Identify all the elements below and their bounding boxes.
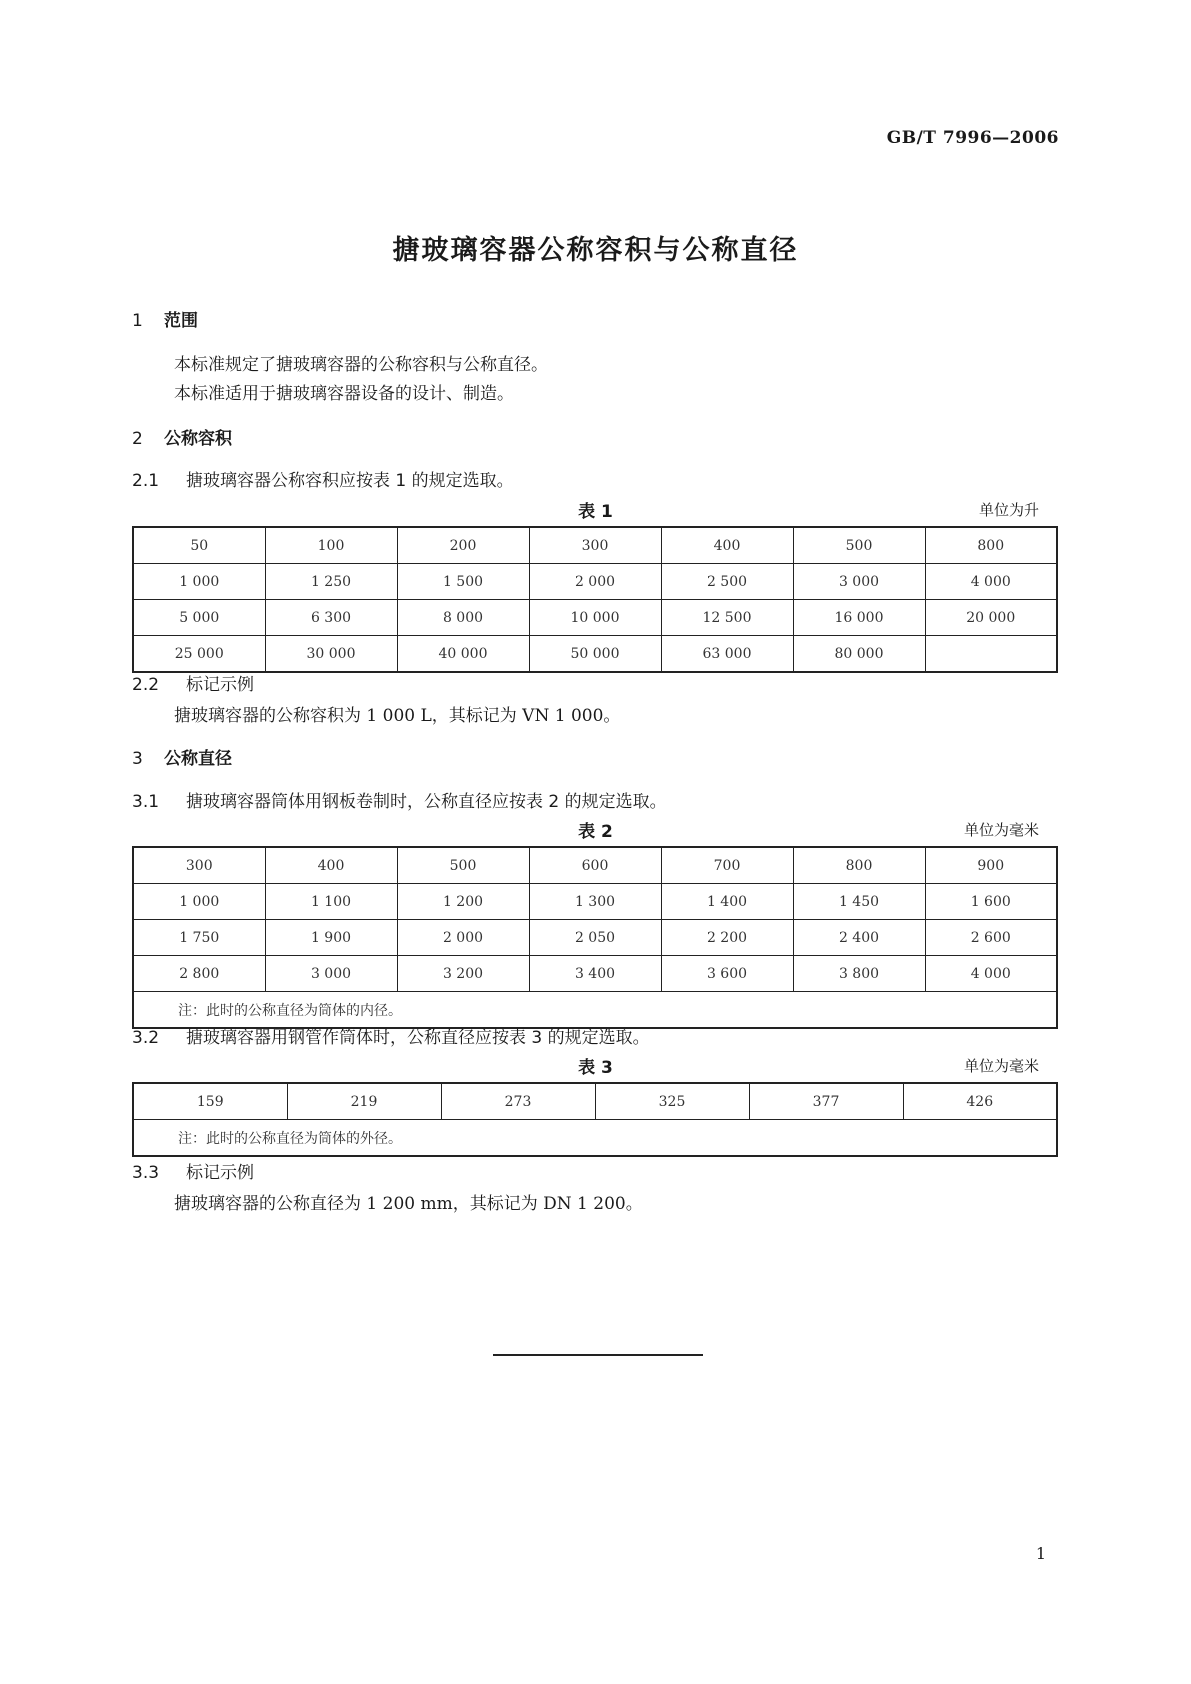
table-cell: 3 200 (397, 956, 529, 992)
section-number: 2 (132, 429, 143, 449)
table-cell: 12 500 (661, 600, 793, 636)
table-cell: 2 500 (661, 564, 793, 600)
table-cell: 50 (133, 527, 265, 564)
table-cell: 325 (595, 1083, 749, 1120)
table-row (133, 1083, 1057, 1120)
section-title: 公称直径 (164, 749, 232, 769)
table-2-unit: 单位为毫米 (963, 821, 1039, 839)
section-title: 范围 (164, 311, 198, 331)
table-cell: 900 (925, 847, 1057, 884)
volume-marking-example: 搪玻璃容器的公称容积为 1 000 L，其标记为 VN 1 000。 (174, 706, 621, 726)
table-row (133, 847, 1057, 884)
table-cell: 16 000 (793, 600, 925, 636)
table-cell: 2 200 (661, 920, 793, 956)
table-cell: 3 000 (265, 956, 397, 992)
end-rule (493, 1354, 703, 1356)
clause-3-1 (132, 787, 667, 812)
document-title: 搪玻璃容器公称容积与公称直径 (392, 235, 799, 266)
table-2 (132, 846, 1058, 1029)
table-cell: 1 100 (265, 884, 397, 920)
table-cell (925, 636, 1057, 673)
table-row (133, 920, 1057, 956)
table-cell: 400 (265, 847, 397, 884)
table-cell: 3 400 (529, 956, 661, 992)
clause-text: 搪玻璃容器用钢管作筒体时，公称直径应按表 3 的规定选取。 (186, 1028, 650, 1048)
section-number: 3 (132, 749, 143, 769)
standard-number: GB/T 7996—2006 (886, 128, 1059, 148)
table-cell: 25 000 (133, 636, 265, 673)
table-cell: 80 000 (793, 636, 925, 673)
clause-number: 3.2 (132, 1028, 160, 1048)
table-cell: 4 000 (925, 564, 1057, 600)
table-cell: 3 600 (661, 956, 793, 992)
table-cell: 2 050 (529, 920, 661, 956)
clause-2-2 (132, 670, 254, 695)
table-row (133, 527, 1057, 564)
table-cell: 50 000 (529, 636, 661, 673)
page-number: 1 (1035, 1544, 1046, 1563)
table-cell: 200 (397, 527, 529, 564)
section-number: 1 (132, 311, 143, 331)
table-note-row (133, 1120, 1057, 1157)
clause-number: 2.2 (132, 675, 160, 695)
table-cell: 2 800 (133, 956, 265, 992)
table-3 (132, 1082, 1058, 1157)
table-cell: 300 (133, 847, 265, 884)
table-cell: 100 (265, 527, 397, 564)
table-cell: 30 000 (265, 636, 397, 673)
table-2-caption: 表 2 (578, 822, 613, 842)
table-cell: 1 000 (133, 564, 265, 600)
table-cell: 800 (793, 847, 925, 884)
section-2-heading (132, 424, 232, 449)
table-cell: 1 750 (133, 920, 265, 956)
table-cell: 600 (529, 847, 661, 884)
table-cell: 1 500 (397, 564, 529, 600)
table-cell: 3 800 (793, 956, 925, 992)
table-row (133, 600, 1057, 636)
table-3-caption: 表 3 (578, 1058, 613, 1078)
clause-number: 3.3 (132, 1163, 160, 1183)
clause-3-2 (132, 1023, 650, 1048)
scope-paragraph-1: 本标准规定了搪玻璃容器的公称容积与公称直径。 (174, 355, 548, 375)
table-cell: 2 000 (397, 920, 529, 956)
table-cell: 800 (925, 527, 1057, 564)
table-cell: 1 000 (133, 884, 265, 920)
clause-text: 搪玻璃容器筒体用钢板卷制时，公称直径应按表 2 的规定选取。 (186, 792, 667, 812)
table-cell: 1 900 (265, 920, 397, 956)
section-3-heading (132, 744, 232, 769)
clause-text: 标记示例 (186, 1163, 254, 1183)
section-title: 公称容积 (164, 429, 232, 449)
table-cell: 6 300 (265, 600, 397, 636)
scope-paragraph-2: 本标准适用于搪玻璃容器设备的设计、制造。 (174, 384, 514, 404)
table-cell: 63 000 (661, 636, 793, 673)
table-cell: 300 (529, 527, 661, 564)
table-cell: 8 000 (397, 600, 529, 636)
clause-text: 搪玻璃容器公称容积应按表 1 的规定选取。 (186, 471, 514, 491)
table-cell: 500 (397, 847, 529, 884)
table-cell: 400 (661, 527, 793, 564)
table-row (133, 956, 1057, 992)
table-cell: 2 000 (529, 564, 661, 600)
table-cell: 2 400 (793, 920, 925, 956)
table-1-unit: 单位为升 (978, 501, 1039, 519)
table-cell: 1 250 (265, 564, 397, 600)
clause-number: 3.1 (132, 792, 160, 812)
table-3-unit: 单位为毫米 (963, 1057, 1039, 1075)
table-cell: 1 400 (661, 884, 793, 920)
table-cell: 273 (441, 1083, 595, 1120)
table-cell: 700 (661, 847, 793, 884)
table-cell: 20 000 (925, 600, 1057, 636)
table-cell: 40 000 (397, 636, 529, 673)
table-cell: 10 000 (529, 600, 661, 636)
section-1-heading (132, 306, 198, 331)
table-cell: 1 600 (925, 884, 1057, 920)
table-1-caption: 表 1 (578, 502, 613, 522)
table-note: 注：此时的公称直径为筒体的外径。 (133, 1120, 1057, 1157)
clause-2-1 (132, 466, 514, 491)
clause-number: 2.1 (132, 471, 160, 491)
diameter-marking-example: 搪玻璃容器的公称直径为 1 200 mm，其标记为 DN 1 200。 (174, 1194, 643, 1214)
table-1 (132, 526, 1058, 673)
table-cell: 1 200 (397, 884, 529, 920)
table-cell: 159 (133, 1083, 287, 1120)
table-row (133, 564, 1057, 600)
table-cell: 500 (793, 527, 925, 564)
table-row (133, 636, 1057, 673)
table-note: 注：此时的公称直径为筒体的内径。 (133, 992, 1057, 1029)
table-cell: 426 (903, 1083, 1057, 1120)
table-cell: 1 450 (793, 884, 925, 920)
clause-text: 标记示例 (186, 675, 254, 695)
table-cell: 219 (287, 1083, 441, 1120)
table-cell: 1 300 (529, 884, 661, 920)
table-row (133, 884, 1057, 920)
table-cell: 5 000 (133, 600, 265, 636)
table-cell: 377 (749, 1083, 903, 1120)
table-cell: 3 000 (793, 564, 925, 600)
table-cell: 4 000 (925, 956, 1057, 992)
table-cell: 2 600 (925, 920, 1057, 956)
clause-3-3 (132, 1158, 254, 1183)
